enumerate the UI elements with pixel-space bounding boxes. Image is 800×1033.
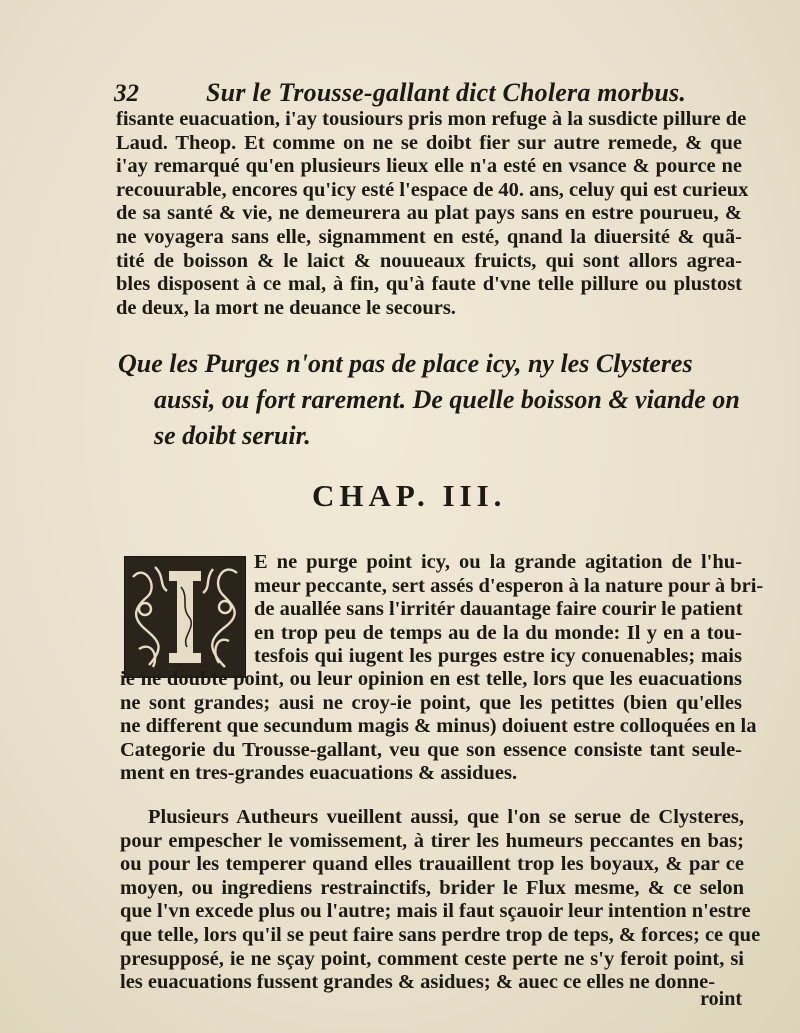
- paragraph-3: [120, 806, 761, 995]
- text-line: moyen, ou ingrediens restrainctifs, brider le Flux mesme, & ce selon: [120, 876, 744, 899]
- text-line: ne different que secundum magis & minus) doiuent estre colloquées en la: [120, 715, 757, 738]
- text-line: en trop peu de temps au de la du monde: Il y en a tou-: [254, 621, 742, 644]
- text-line: de auallée sans l'irritér dauantage faire courir le patient: [254, 598, 743, 621]
- running-title: Sur le Trousse-gallant dict Cholera morbus.: [206, 78, 687, 107]
- text-line: tité de boisson & le laict & nouueaux fruicts, qui sont allors agrea-: [116, 249, 742, 272]
- text-line: ne sont grandes; ausi ne croy-ie point, que les petittes (bien qu'elles: [120, 691, 742, 714]
- text-line: presupposé, ie ne sçay point, comment ceste perte ne s'y feroit point, si: [120, 947, 744, 970]
- text-line: que telle, lors qu'il se peut faire sans perdre trop de teps, & forces; ce que: [120, 923, 761, 946]
- text-line: de sa santé & vie, ne demeurera au plat pays sans en estre pourueu, &: [116, 202, 742, 225]
- text-line: ou pour les temperer quand elles trauaillent trop les boyaux, & par ce: [120, 853, 744, 876]
- text-line: i'ay remarqué qu'en plusieurs lieux elle n'a esté en vsance & pource ne: [116, 155, 742, 178]
- chapter-heading-line: Que les Purges n'ont pas de place icy, ny les Clysteres: [118, 349, 693, 378]
- text-line: meur peccante, sert assés d'esperon à la nature pour à bri-: [254, 574, 764, 597]
- text-line: de deux, la mort ne deuance le secours.: [116, 296, 456, 319]
- chapter-heading-line: se doibt seruir.: [154, 421, 311, 450]
- catchword: roint: [700, 988, 742, 1010]
- paragraph-2-tail: [120, 668, 757, 786]
- text-line: ie ne doubte point, ou leur opinion en est telle, lors que les euacuations: [120, 668, 742, 690]
- text-line: E ne purge point icy, ou la grande agitation de l'hu-: [254, 551, 742, 573]
- text-line: Categorie du Trousse-gallant, veu que son essence consiste tant seule-: [120, 738, 742, 761]
- decorated-initial-ornament: [125, 557, 245, 677]
- text-line: Laud. Theop. Et comme on ne se doibt fier sur autre remede, & que: [116, 131, 742, 154]
- page-header: [114, 78, 687, 112]
- text-line: bles disposent à ce mal, à fin, qu'à faute d'vne telle pillure ou plustost: [116, 273, 742, 296]
- chapter-number: CHAP. III.: [312, 478, 507, 513]
- decorated-initial: [124, 556, 246, 678]
- text-line: pour empescher le vomissement, à tirer les humeurs peccantes en bas;: [120, 829, 744, 852]
- text-line: que l'vn excede plus ou l'autre; mais il faut sçauoir leur intention n'estre: [120, 900, 751, 923]
- text-line: les euacuations fussent grandes & asidues; & auec ce elles ne donne-: [120, 971, 716, 994]
- chapter-heading: [118, 346, 758, 454]
- text-line: recouurable, encores qu'icy esté l'espace de 40. ans, celuy qui est curieux: [116, 178, 749, 201]
- text-line: ne voyagera sans elle, signamment en esté, qnand la diuersité & quã-: [116, 225, 742, 248]
- paragraph-1: [116, 108, 749, 320]
- page-number: 32: [114, 80, 139, 107]
- text-line: fisante euacuation, i'ay tousiours pris mon refuge à la susdicte pillure de: [116, 108, 747, 130]
- text-line: tesfois qui iugent les purges estre icy conuenables; mais: [254, 645, 742, 668]
- text-line: Plusieurs Autheurs vueillent aussi, que l'on se serue de Clysteres,: [148, 806, 744, 828]
- chapter-heading-line: aussi, ou fort rarement. De quelle boisson & viande on: [154, 385, 740, 414]
- text-line: ment en tres-grandes euacuations & assidues.: [120, 762, 518, 785]
- paragraph-2-head: [254, 551, 764, 669]
